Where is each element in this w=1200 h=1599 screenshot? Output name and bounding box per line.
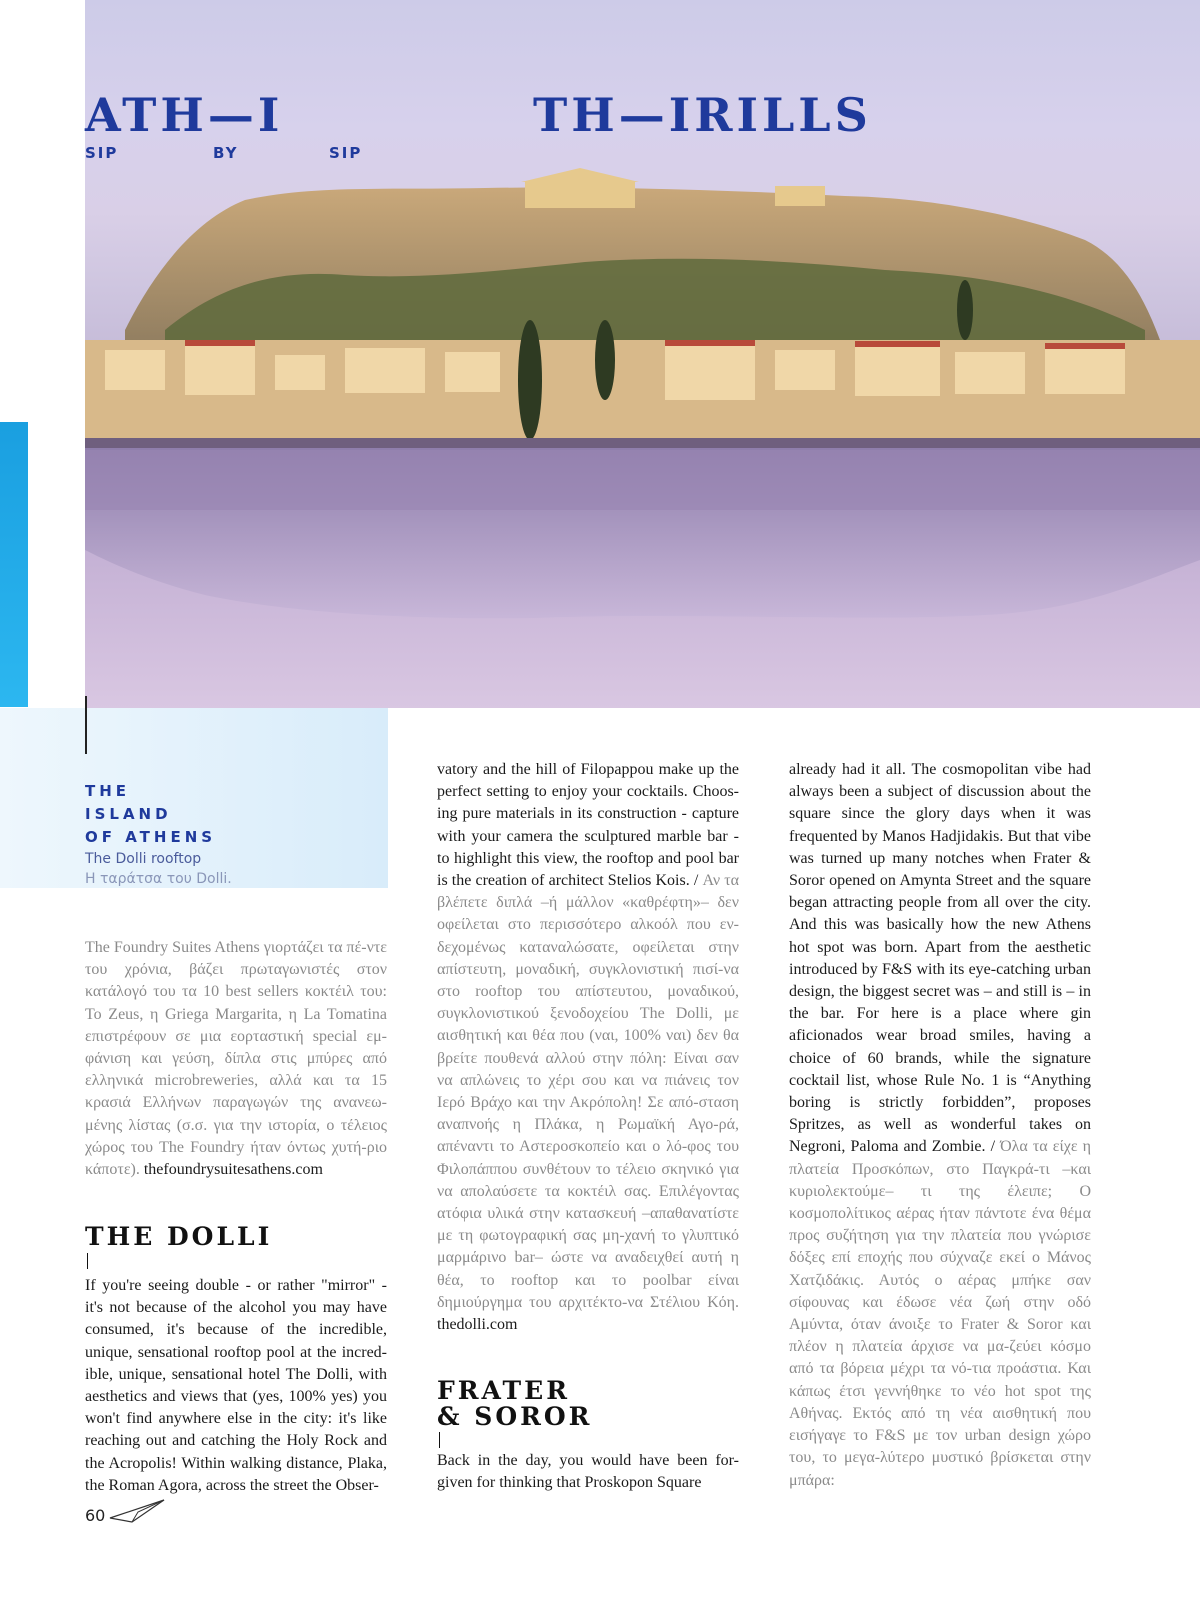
frater-heading xyxy=(437,1378,592,1430)
headline-right: TH—IRILLS xyxy=(533,88,872,142)
frater-heading-line-2: & SOROR xyxy=(437,1402,593,1431)
dolli-url[interactable]: thedolli.com xyxy=(437,1316,518,1334)
headline-sub-3: SIP xyxy=(329,144,363,162)
dolli-heading: THE DOLLI xyxy=(85,1222,273,1251)
headline-sub-1: SIP xyxy=(85,144,119,162)
dolli-text-gr: Αν τα βλέπετε διπλά –ή μάλλον «καθρέφτη»– δεν οφείλεται στο περισσότερο αλκοόλ που εν-δεχομένως καταναλώσατε, οφείλεται στην απίστευτη, μοναδική, συγκλονιστική πισί-να στο rooftop του απίστευτου, μοναδικού, συγκλονιστικού ξενοδοχείου The Dolli, με αισθητική και θέα που (ναι, 100% ναι) δεν θα βρείτε πουθενά αλλού στην πόλη: Είναι σαν να απλώνεις το χέρι σου και να πιάνεις τον Ιερό Βράχο και την Ακρόπολη! Σε από-σταση αναπνοής η Πλάκα, η Ρωμαϊκή Αγο-ρά, απέναντι το Αστεροσκοπείο και ο λό-φος του Φιλοπάππου συνθέτουν το τέλειο σκηνικό για να απολαύσετε τα κοκτέιλ σας. Επιλέγοντας ατόφια υλικά στην κατασκευή –απαθανατίστε με τη φωτογραφική σας μη-χανή το γλυπτικό μαρμάρινο bar– ώστε να αναδειχθεί αυτή η θέα, το rooftop και το poolbar είναι δημιούργημα του αρχιτέκτο-να Στέλιου Κόη. xyxy=(437,872,740,1311)
headline-sub-2: BY xyxy=(213,144,239,162)
caption-title-1: THE xyxy=(85,782,131,800)
headline-left: ATH—I xyxy=(85,88,284,142)
heading-tick xyxy=(87,1253,88,1269)
dolli-text-en-cont: vatory and the hill of Filopappou make up the perfect setting to enjoy your cocktails. Choos-ing pure materials in its construction - capture with your camera the sculptured marble bar - to highlight this view, the rooftop and pool bar is the creation of architect Stelios Kois. / xyxy=(437,761,739,890)
frater-heading-line-1: FRATER xyxy=(437,1376,570,1405)
photo-caption xyxy=(85,780,375,889)
caption-title-2: ISLAND xyxy=(85,805,172,823)
caption-subtitle-en: The Dolli rooftop xyxy=(85,851,202,867)
dolli-text-en-body: If you're seeing double - or rather "mirror" - it's not because of the alcohol you may have consumed, it's because of the incredible, unique, sensational rooftop pool at the incred-ible, unique, sensational hotel The Dolli, with aesthetics and views that (yes, 100% yes) you won't find anywhere else in the city: it's like reaching out and catching the Holy Rock and the Acropolis! Within walking distance, Plaka, the Roman Agora, across the street the Obser- xyxy=(85,1277,387,1494)
column-2 xyxy=(437,759,739,1336)
page-number: 60 xyxy=(85,1506,106,1525)
column-1 xyxy=(85,937,387,1181)
caption-title-3: OF ATHENS xyxy=(85,828,217,846)
accent-strip xyxy=(0,422,28,707)
column-3 xyxy=(789,759,1091,1492)
divider xyxy=(85,696,87,754)
paper-plane-icon xyxy=(108,1496,168,1526)
dolli-text-en xyxy=(85,1275,387,1497)
headline xyxy=(85,90,1200,170)
frater-text-en-cont: already had it all. The cosmopolitan vibe had always been a subject of discussion about the square since the glory days when it was frequented by Manos Hadjidakis. But that vibe was turned up many notches when Frater & Soror opened on Amynta Street and the square began attracting people from all over the city. And this was basically how the new Athens hot spot was born. Apart from the aesthetic introduced by F&S with its eye-catching urban design, the biggest secret was – and still is – in the bar. For here is a place where gin aficionados wear broad smiles, having a choice of 60 brands, while the signature cocktail list, whose Rule No. 1 is “Anything boring is strictly forbidden”, proposes Spritzes, as well as wonderful takes on Negroni, Paloma and Zombie. / xyxy=(789,761,1091,1156)
foundry-text-gr: The Foundry Suites Athens γιορτάζει τα πέ-ντε του χρόνια, βάζει πρωταγωνιστές στον κατάλογό του τα 10 best sellers κοκτέιλ του: Το Zeus, η Griega Margarita, η La Tomatina επιστρέφουν σε μια εορταστική special εμ-φάνιση και γεύση, δίπλα στις μπύρες από ελληνικά microbreweries, αλλά και τα 15 κρασιά Ελλήνων παραγωγών της ανανεω-μένης λίστας (σ.σ. για την ιστορία, ο τέλειος χώρος του The Foundry ήταν όντως χυτή-ριο κάποτε). xyxy=(85,939,387,1179)
heading-tick xyxy=(439,1432,440,1448)
caption-subtitle-gr: Η ταράτσα του Dolli. xyxy=(85,871,232,887)
foundry-url[interactable]: thefoundrysuitesathens.com xyxy=(143,1161,323,1179)
frater-text-en-body: Back in the day, you would have been for-given for thinking that Proskopon Square xyxy=(437,1452,739,1492)
frater-text-en xyxy=(437,1450,739,1494)
frater-text-gr: Όλα τα είχε η πλατεία Προσκόπων, στο Παγκρά-τι –και κυριολεκτούμε– τι της έλειπε; Ο κοσμοπολίτικος αέρας ήταν πάντοτε ένα θέμα προς συζήτηση για την πλατεία που γνώρισε δόξες επί εποχής που σύχναζε εκεί ο Μάνος Χατζιδάκις. Αυτός ο αέρας μπήκε σαν σίφουνας και έδωσε νέα ζωή στην οδό Αμύντα, όταν άνοιξε το Frater & Soror και πλέον η πλατεία άρχισε να μα-ζεύει κόσμο από τα βόρεια μέχρι τα νό-τια προάστια. Και κάπως έτσι γεννήθηκε το νέο hot spot της Αθήνας. Εκτός από τη νέα αισθητική που εισήγαγε το F&S με τον urban design χώρο του, το μεγα-λύτερο μυστικό βρίσκεται στην μπάρα: xyxy=(789,1138,1092,1489)
